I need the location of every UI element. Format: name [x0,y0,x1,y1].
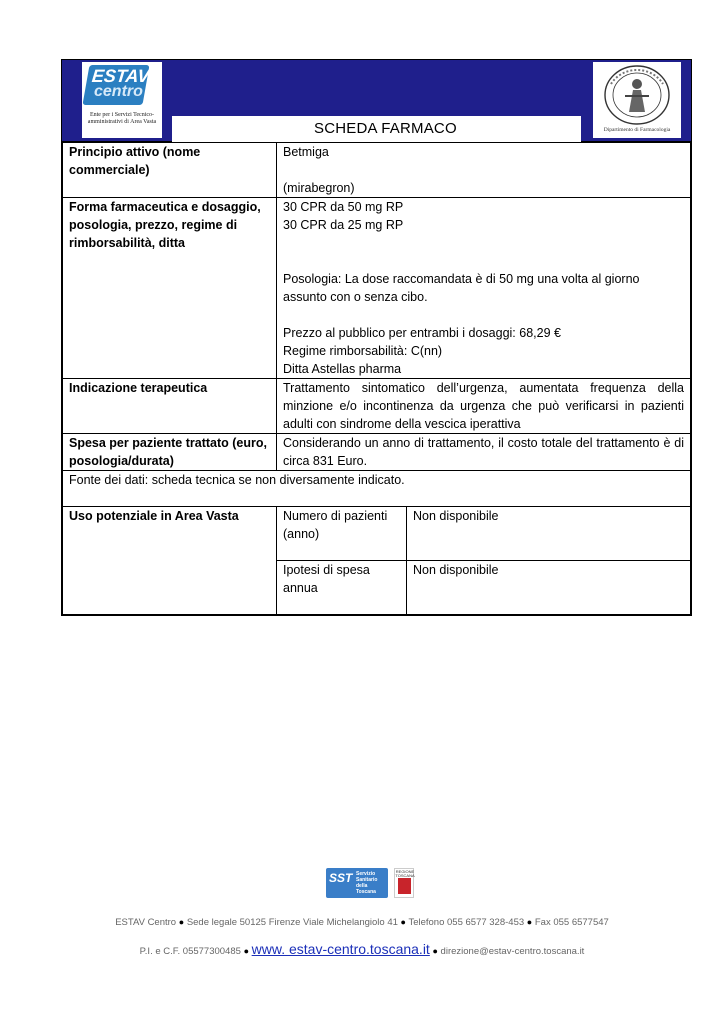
forma-dose2: 30 CPR da 25 mg RP [283,218,404,232]
bullet-icon: ● [178,917,185,927]
uso-label: Uso potenziale in Area Vasta [63,507,277,615]
indicazione-label: Indicazione terapeutica [63,379,277,434]
forma-regime: Regime rimborsabilità: C(nn) [283,344,443,358]
bullet-icon: ● [526,917,533,927]
forma-posologia: Posologia: La dose raccomandata è di 50 mg una volta al giorno assunto con o senza cibo. [283,272,640,304]
university-seal-icon [603,64,671,126]
footer-logos [326,868,416,900]
footer-piva: P.I. e C.F. 05577300485 [139,946,241,957]
forma-dose1: 30 CPR da 50 mg RP [283,200,404,214]
row-spesa [63,434,691,471]
forma-value [277,198,691,379]
sst-brand: SST [329,871,353,885]
footer-address [0,917,724,928]
footer-email[interactable]: direzione@estav-centro.toscana.it [440,946,585,957]
sst-text: Servizio Sanitario della Toscana [356,871,378,895]
principio-label: Principio attivo (nome commerciale) [63,143,277,198]
uso-r1-label: Numero di pazienti (anno) [277,507,407,561]
bullet-icon: ● [400,917,406,927]
uso-r1-value: Non disponibile [407,507,691,561]
footer-website-link[interactable]: www. estav-centro.toscana.it [251,941,430,957]
regione-text: REGIONE TOSCANA [395,869,415,878]
row-forma [63,198,691,379]
footer-fax: Fax 055 6577547 [534,917,609,928]
university-logo [593,62,681,138]
estav-caption: Ente per i Servizi Tecnico-amministrativi di Area Vasta [87,112,157,125]
fonte-note: Fonte dei dati: scheda tecnica se non diversamente indicato. [63,471,691,507]
principio-line1: Betmiga [283,145,329,159]
uso-r2-label: Ipotesi di spesa annua [277,561,407,615]
row-fonte [63,471,691,507]
indicazione-value: Trattamento sintomatico dell’urgenza, aumentata frequenza della minzione e/o incontinenza da urgenza che può verificarsi in pazienti adulti con sindrome della vescica iperattiva [277,379,691,434]
footer-contacts [0,941,724,957]
estav-sub: centro [94,83,143,100]
footer-sede: Sede legale 50125 Firenze Viale Michelangiolo 41 [186,917,398,928]
university-caption: Dipartimento di Farmacologia [603,127,671,133]
row-principio [63,143,691,198]
spesa-value: Considerando un anno di trattamento, il costo totale del trattamento è di circa 831 Euro. [277,434,691,471]
regione-logo [394,868,414,898]
row-indicazione [63,379,691,434]
bullet-icon: ● [243,946,249,956]
page-title: SCHEDA FARMACO [314,120,457,137]
drug-sheet [61,59,692,616]
footer-phone: Telefono 055 6577 328-453 [408,917,525,928]
estav-logo [82,62,162,138]
forma-prezzo: Prezzo al pubblico per entrambi i dosaggi: 68,29 € [283,326,561,340]
estav-brand: ESTAV [90,66,151,86]
regione-flag-icon [398,878,411,894]
uso-r2-value: Non disponibile [407,561,691,615]
footer-org: ESTAV Centro [115,917,177,928]
principio-line2: (mirabegron) [283,181,355,195]
sst-logo [326,868,388,898]
spesa-label: Spesa per paziente trattato (euro, posologia/durata) [63,434,277,471]
forma-label: Forma farmaceutica e dosaggio, posologia, prezzo, regime di rimborsabilità, ditta [63,198,277,379]
forma-ditta: Ditta Astellas pharma [283,362,402,376]
row-uso-1 [63,507,691,561]
drug-table [62,142,691,615]
bullet-icon: ● [432,946,438,956]
principio-value [277,143,691,198]
sheet-header [62,60,691,142]
